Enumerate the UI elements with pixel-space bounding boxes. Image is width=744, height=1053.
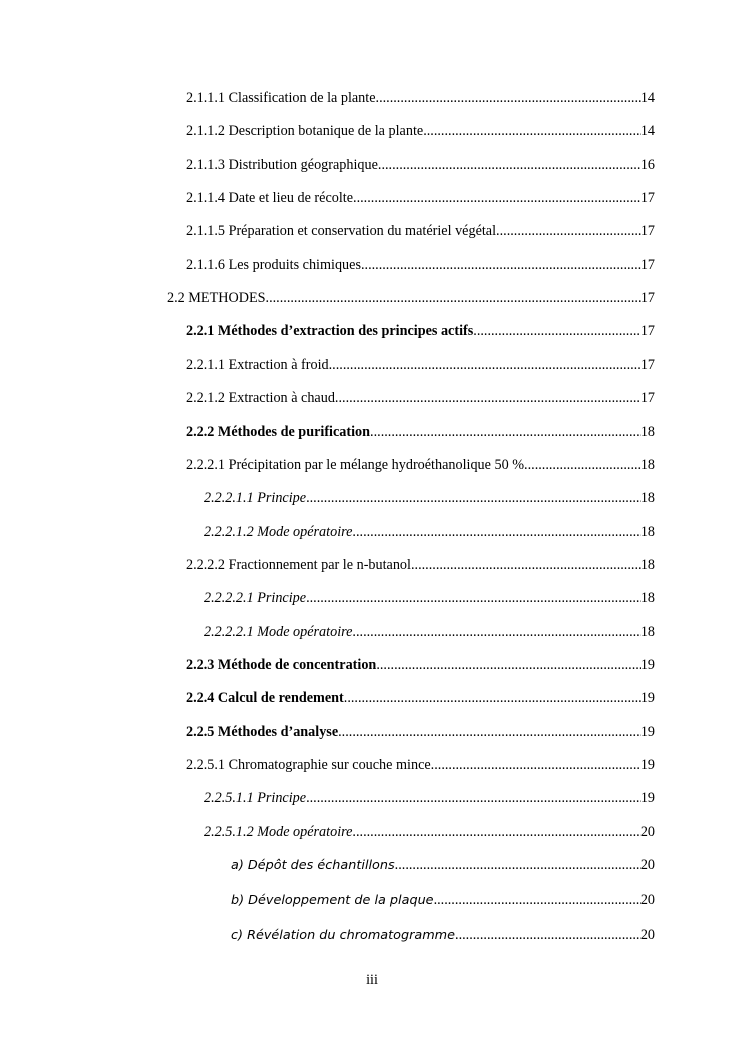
toc-entry-title: 2.2.1.2 Extraction à chaud [186, 390, 335, 406]
dot-leader [266, 288, 641, 308]
dot-leader [423, 121, 641, 141]
toc-entry-title: 2.1.1.4 Date et lieu de récolte [186, 190, 354, 206]
toc-entry-title: 2.2.2.2.1 Mode opératoire [204, 624, 353, 640]
toc-entry-title: 2.1.1.3 Distribution géographique [186, 157, 378, 173]
toc-entry-2-1-1-6[interactable] [186, 255, 655, 275]
toc-entry-2-2-5-1[interactable] [186, 755, 655, 775]
toc-entry-page: 17 [640, 290, 655, 306]
toc-entry-page: 19 [640, 757, 655, 773]
toc-entry-title: 2.2 METHODES [167, 290, 266, 306]
toc-entry-page: 17 [640, 190, 655, 206]
toc-entry-2-2-2[interactable] [186, 422, 655, 442]
toc-entry-2-1-1-3[interactable] [186, 155, 655, 175]
toc-entry-2-2-5[interactable] [186, 722, 655, 742]
toc-entry-page: 20 [640, 824, 655, 840]
dot-leader [524, 455, 641, 475]
dot-leader [306, 788, 641, 808]
toc-entry-title: 2.1.1.6 Les produits chimiques [186, 257, 361, 273]
toc-entry-page: 20 [640, 892, 655, 908]
toc-entry-title: 2.1.1.1 Classification de la plante [186, 90, 376, 106]
toc-entry-title: 2.2.3 Méthode de concentration [186, 657, 377, 673]
toc-entry-title: b) Développement de la plaque [231, 893, 434, 908]
toc-entry-page: 16 [640, 157, 655, 173]
dot-leader [338, 722, 641, 742]
toc-entry-title: 2.2.2.1.2 Mode opératoire [204, 524, 353, 540]
toc-entry-2-2-2-1-2[interactable] [204, 522, 655, 542]
toc-entry-page: 14 [640, 123, 655, 139]
toc-entry-2-2-2-2-1[interactable] [204, 588, 655, 608]
toc-entry-2-2-2-2-1-mode[interactable] [204, 622, 655, 642]
toc-entry-title: 2.2.2.1 Précipitation par le mélange hydroéthanolique 50 % [186, 457, 525, 473]
dot-leader [370, 422, 641, 442]
dot-leader [395, 855, 641, 875]
toc-entry-title: 2.2.5 Méthodes d’analyse [186, 724, 339, 740]
toc-entry-page: 20 [640, 927, 655, 943]
toc-entry-title: 2.2.1 Méthodes d’extraction des principes actifs [186, 323, 474, 339]
toc-entry-2-1-1-5[interactable] [186, 221, 655, 241]
toc-entry-title: 2.2.2.2 Fractionnement par le n-butanol [186, 557, 411, 573]
dot-leader [352, 522, 640, 542]
toc-entry-title: 2.2.5.1 Chromatographie sur couche mince [186, 757, 431, 773]
toc-entry-2-2-3[interactable] [186, 655, 655, 675]
dot-leader [352, 822, 640, 842]
toc-entry-page: 19 [640, 790, 655, 806]
toc-entry-page: 17 [640, 223, 655, 239]
toc-entry-title: c) Révélation du chromatogramme [231, 928, 456, 943]
toc-entry-step-a[interactable] [231, 855, 655, 875]
dot-leader [376, 88, 641, 108]
toc-entry-title: a) Dépôt des échantillons [231, 858, 395, 873]
toc-entry-2-2-2-1-1[interactable] [204, 488, 655, 508]
toc-entry-2-1-1-4[interactable] [186, 188, 655, 208]
toc-entry-page: 17 [640, 357, 655, 373]
toc-entry-2-1-1-2[interactable] [186, 121, 655, 141]
dot-leader [352, 622, 640, 642]
dot-leader [353, 188, 641, 208]
dot-leader [361, 255, 641, 275]
toc-entry-page: 17 [640, 390, 655, 406]
dot-leader [306, 588, 641, 608]
toc-entry-page: 17 [640, 257, 655, 273]
toc-entry-2-2-2-2[interactable] [186, 555, 655, 575]
dot-leader [473, 321, 641, 341]
toc-entry-title: 2.2.2 Méthodes de purification [186, 424, 371, 440]
toc-entry-page: 19 [640, 724, 655, 740]
toc-entry-page: 18 [640, 590, 655, 606]
toc-entry-title: 2.2.2.1.1 Principe [204, 490, 307, 506]
dot-leader [306, 488, 641, 508]
toc-entry-2-2-1-2[interactable] [186, 388, 655, 408]
toc-entry-page: 18 [640, 490, 655, 506]
toc-entry-page: 14 [640, 90, 655, 106]
toc-entry-page: 19 [640, 657, 655, 673]
toc-entry-2-2[interactable] [167, 288, 655, 308]
toc-entry-title: 2.2.2.2.1 Principe [204, 590, 307, 606]
toc-entry-2-2-5-1-2[interactable] [204, 822, 655, 842]
dot-leader [411, 555, 641, 575]
toc-entry-step-c[interactable] [231, 925, 655, 945]
toc-entry-title: 2.1.1.2 Description botanique de la plante [186, 123, 424, 139]
toc-entry-title: 2.2.4 Calcul de rendement [186, 690, 344, 706]
dot-leader [378, 155, 641, 175]
toc-entry-page: 18 [640, 424, 655, 440]
toc-entry-2-2-2-1[interactable] [186, 455, 655, 475]
page-number: iii [366, 972, 378, 988]
toc-entry-2-1-1-1[interactable] [186, 88, 655, 108]
toc-entry-page: 20 [640, 857, 655, 873]
dot-leader [329, 355, 641, 375]
toc-entry-page: 18 [640, 557, 655, 573]
toc-entry-title: 2.2.5.1.1 Principe [204, 790, 307, 806]
dot-leader [431, 755, 641, 775]
toc-entry-step-b[interactable] [231, 890, 655, 910]
toc-entry-2-2-4[interactable] [186, 688, 655, 708]
dot-leader [344, 688, 641, 708]
toc-entry-2-2-1[interactable] [186, 321, 655, 341]
dot-leader [335, 388, 641, 408]
toc-entry-title: 2.1.1.5 Préparation et conservation du matériel végétal [186, 223, 497, 239]
toc-entry-2-2-1-1[interactable] [186, 355, 655, 375]
toc-entry-page: 18 [640, 624, 655, 640]
toc-entry-page: 18 [640, 457, 655, 473]
toc-entry-title: 2.2.5.1.2 Mode opératoire [204, 824, 353, 840]
dot-leader [496, 221, 641, 241]
dot-leader [455, 925, 641, 945]
toc-entry-page: 17 [640, 323, 655, 339]
dot-leader [376, 655, 640, 675]
dot-leader [434, 890, 641, 910]
toc-entry-page: 19 [640, 690, 655, 706]
toc-entry-2-2-5-1-1[interactable] [204, 788, 655, 808]
toc-entry-page: 18 [640, 524, 655, 540]
toc-entry-title: 2.2.1.1 Extraction à froid [186, 357, 329, 373]
